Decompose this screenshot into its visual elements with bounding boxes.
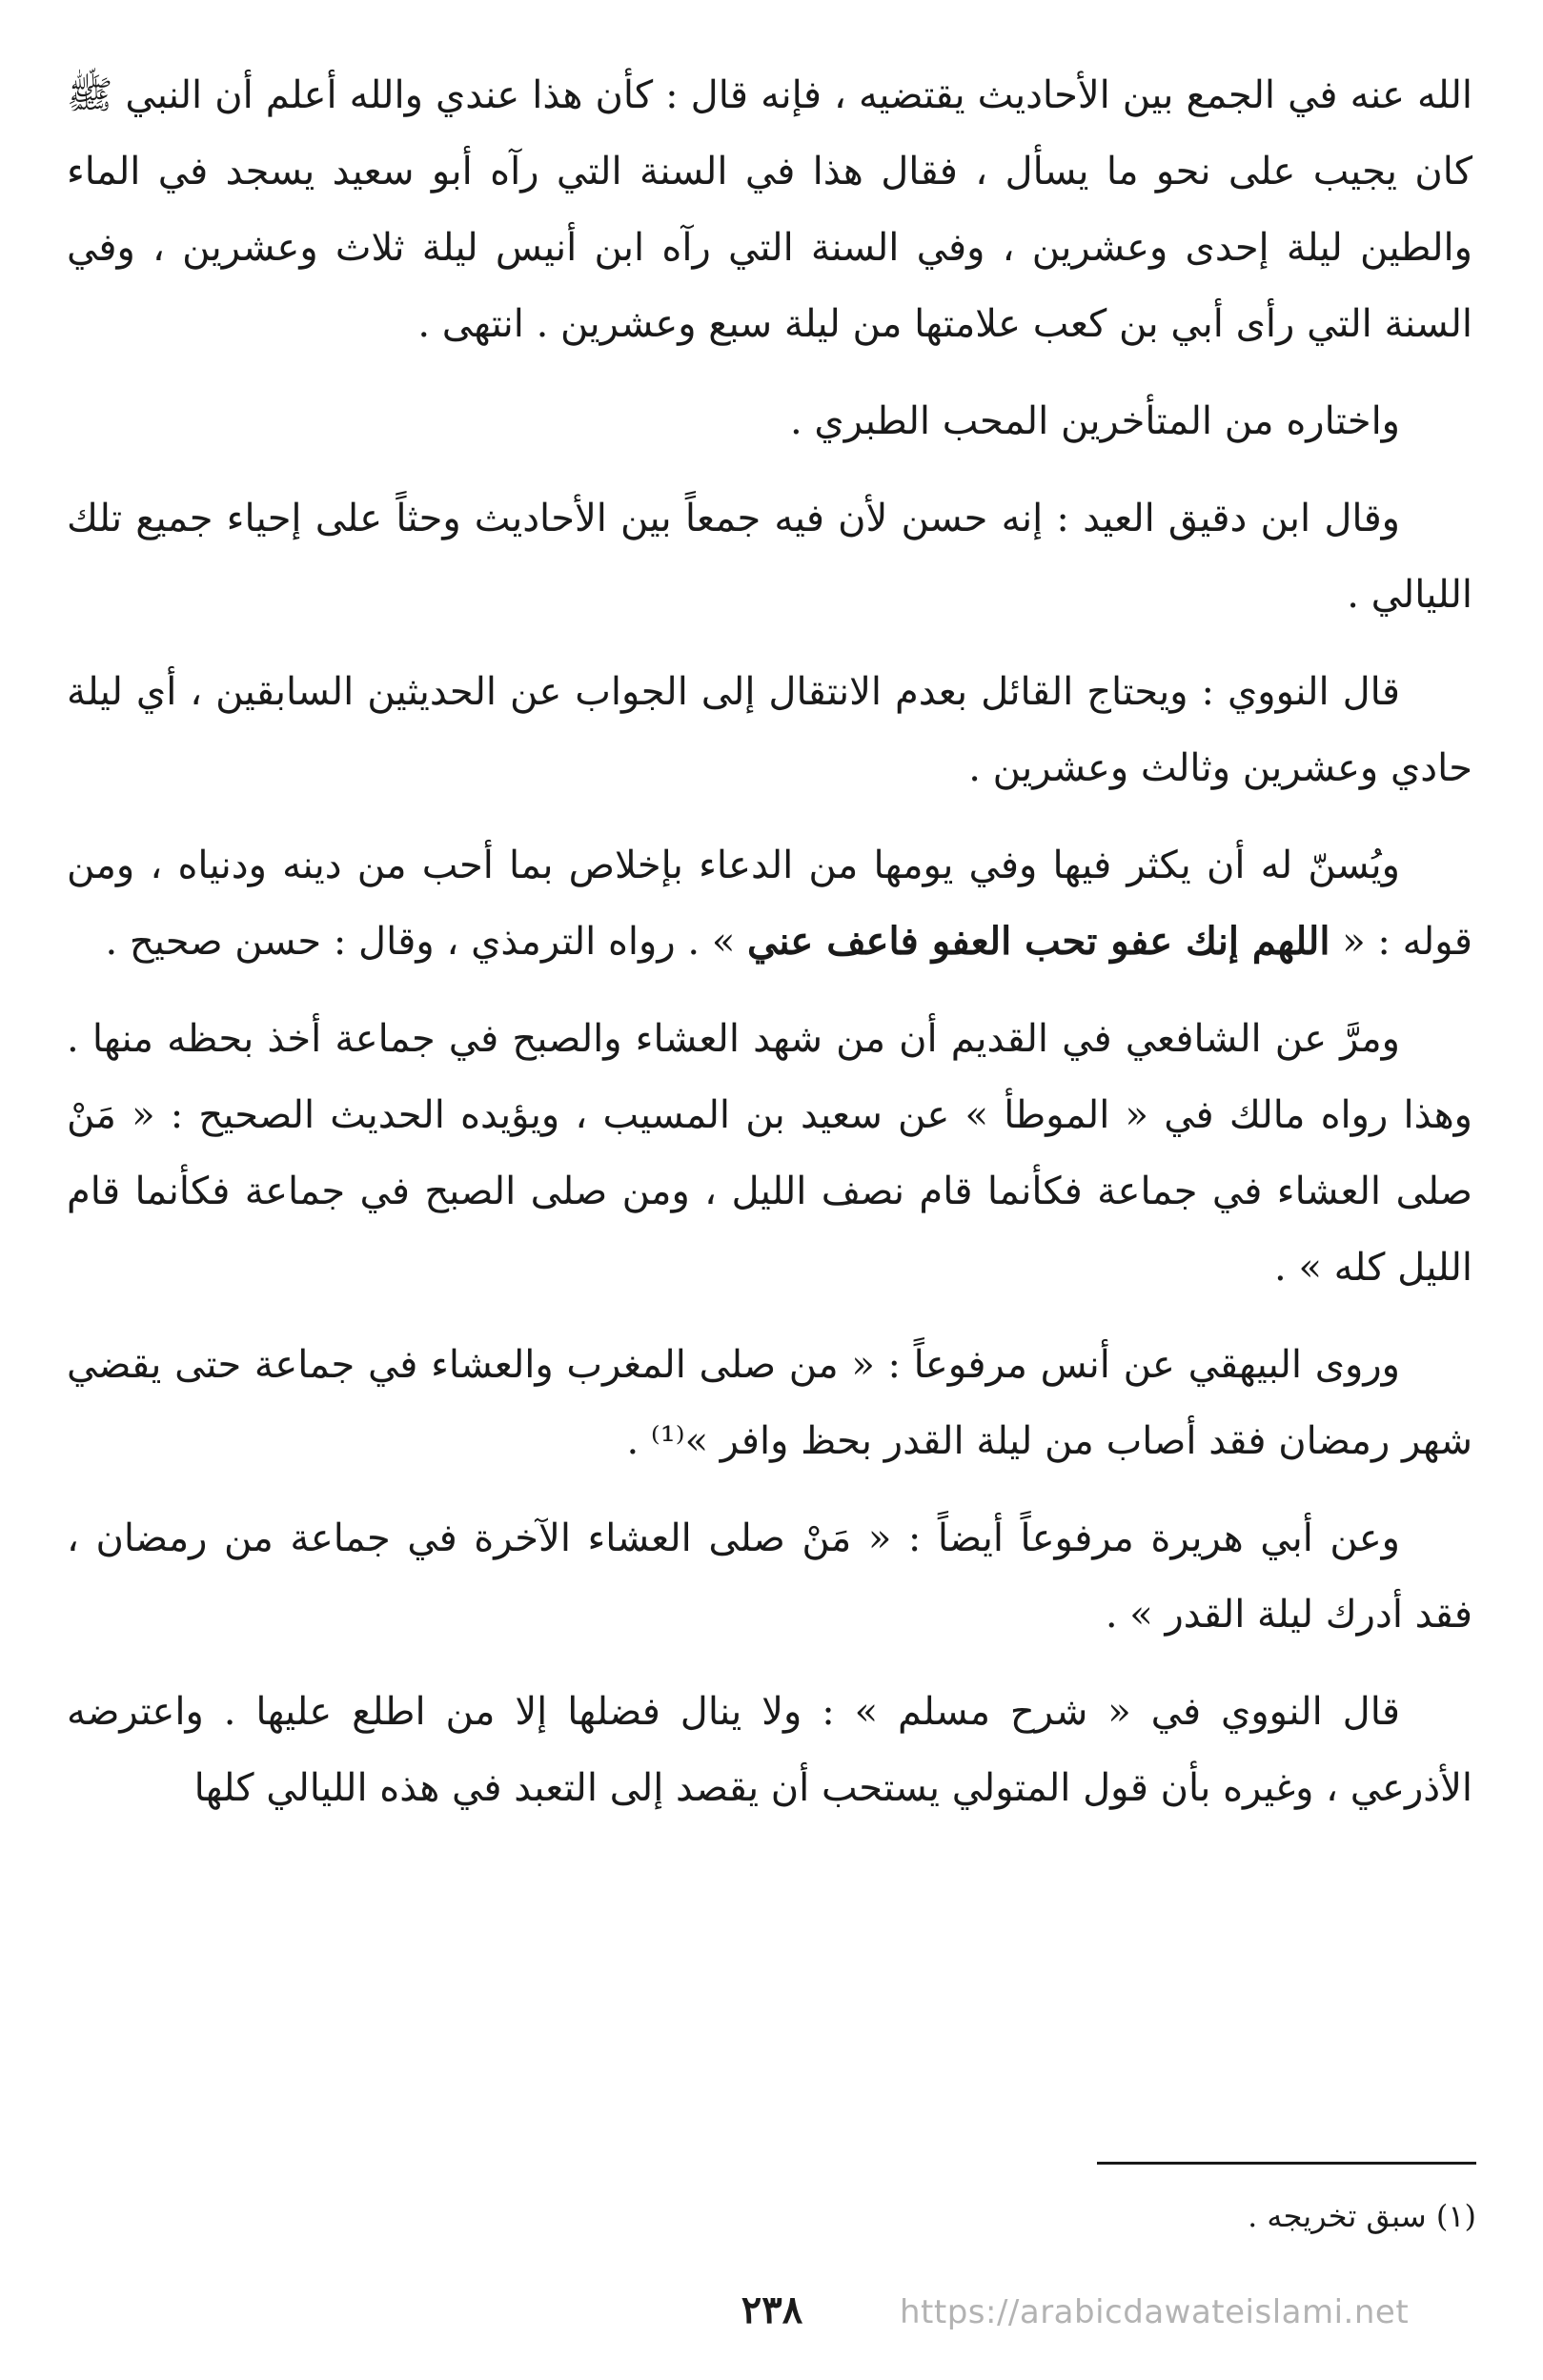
paragraph-8: وعن أبي هريرة مرفوعاً أيضاً : « مَنْ صلى العشاء الآخرة في جماعة من رمضان ، فقد أدرك ليلة القدر » . xyxy=(67,1516,1472,1637)
paragraph-7: وروى البيهقي عن أنس مرفوعاً : « من صلى المغرب والعشاء في جماعة حتى يقضي شهر رمضان فقد أصاب من ليلة القدر بحظ وافر »⁽¹⁾ . xyxy=(67,1343,1472,1463)
paragraph-5-after: » . رواه الترمذي ، وقال : حسن صحيح . xyxy=(105,920,748,964)
paragraph-5-before: ويُسنّ له أن يكثر فيها وفي يومها من الدعاء بإخلاص بما أحب من دينه ودنياه ، ومن قوله : « xyxy=(67,844,1472,964)
paragraph-1: الله عنه في الجمع بين الأحاديث يقتضيه ، فإنه قال : كأن هذا عندي والله أعلم أن النبي ﷺ كان يجيب على نحو ما يسأل ، فقال هذا في السنة التي رآه أبو سعيد يسجد في الماء والطين ليلة إحدى وعشرين ، وفي السنة التي رآه ابن أنيس ليلة ثلاث وعشرين ، وفي السنة التي رأى أبي بن كعب علامتها من ليلة سبع وعشرين . انتهى . xyxy=(67,73,1472,346)
footnote: (١) سبق تخريجه . xyxy=(1248,2198,1476,2234)
watermark-url: https://arabicdawateislami.net xyxy=(900,2293,1410,2331)
paragraph-3: وقال ابن دقيق العيد : إنه حسن لأن فيه جمعاً بين الأحاديث وحثاً على إحياء جميع تلك الليالي . xyxy=(67,497,1472,617)
paragraph-9: قال النووي في « شرح مسلم » : ولا ينال فضلها إلا من اطلع عليها . واعترضه الأذرعي ، وغيره بأن قول المتولي يستحب أن يقصد إلى التعبد في هذه الليالي كلها xyxy=(67,1690,1472,1810)
paragraph-5 xyxy=(67,827,1472,980)
paragraph-6: ومرَّ عن الشافعي في القديم أن من شهد العشاء والصبح في جماعة أخذ بحظه منها . وهذا رواه مالك في « الموطأ » عن سعيد بن المسيب ، ويؤيده الحديث الصحيح : « مَنْ صلى العشاء في جماعة فكأنما قام نصف الليل ، ومن صلى الصبح في جماعة فكأنما قام الليل كله » . xyxy=(67,1017,1472,1290)
paragraph-2: واختاره من المتأخرين المحب الطبري . xyxy=(790,399,1400,443)
page-number: ٢٣٨ xyxy=(741,2288,803,2332)
paragraph-4: قال النووي : ويحتاج القائل بعدم الانتقال إلى الجواب عن الحديثين السابقين ، أي ليلة حادي وعشرين وثالث وعشرين . xyxy=(67,670,1472,790)
prayer-quote: اللهم إنك عفو تحب العفو فاعف عني xyxy=(747,919,1330,964)
footnote-divider xyxy=(1097,2162,1476,2165)
page-body xyxy=(67,57,1472,2249)
